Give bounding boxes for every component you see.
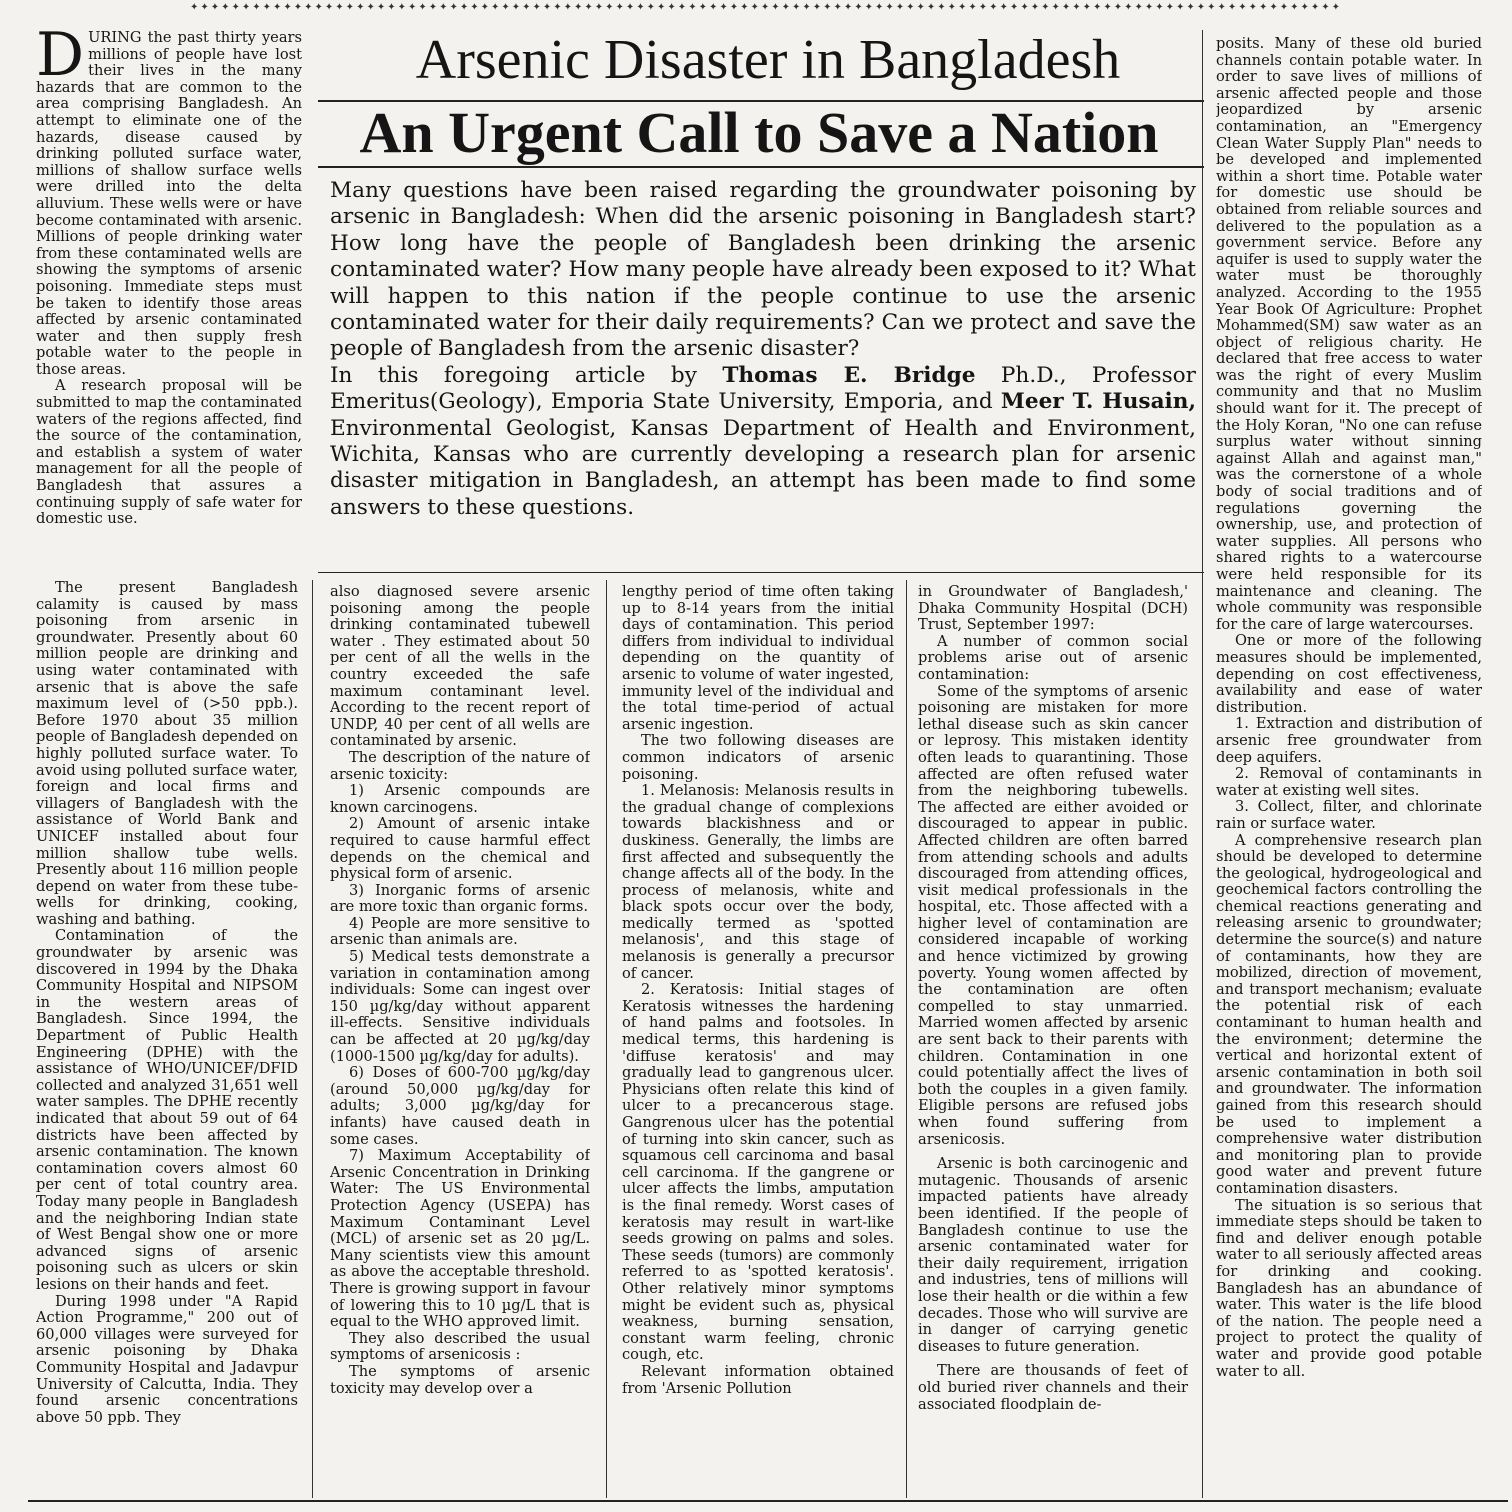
paragraph: They also described the usual symptoms of arsenicosis : xyxy=(330,1329,590,1364)
column-divider xyxy=(606,580,607,1498)
paragraph: lengthy period of time often taking up to 8-14 years from the initial days of contamination. This period differs from individual to individual depending on the quantity of arsenic to volume of water ingested, immunity level of the individual and the total time-period of actual arsenic ingestion. xyxy=(622,584,894,733)
paragraph: One or more of the following measures should be implemented, depending on cost effectiveness, availability and ease of water distribution. xyxy=(1216,632,1482,716)
paragraph: Contamination of the groundwater by arsenic was discovered in 1994 by the Dhaka Community Hospital and NIPSOM in the western areas of Bangladesh. Since 1994, the Department of Public Health Engineering (DPHE) with the assistance of WHO/UNICEF/DFID collected and analyzed 31,651 well water samples. The DPHE recently indicated that about 59 out of 64 districts have been affected by arsenic contamination. The known contamination covers almost 60 per cent of total country area. Today many people in Bangladesh and the neighboring Indian state of West Bengal show one or more advanced signs of arsenic poisoning such as ulcers or skin lesions on their hands and feet. xyxy=(36,927,298,1293)
column-2 xyxy=(330,584,590,1496)
paragraph: Relevant information obtained from 'Arsenic Pollution xyxy=(622,1362,894,1397)
paragraph: posits. Many of these old buried channels contain potable water. In order to save lives of millions of arsenic affected people and those jeopardized by arsenic contamination, an "Emergency Clean Water Supply Plan" needs to be developed and implemented within a short time. Potable water for domestic use should be obtained from reliable sources and delivered to the population as a government service. Before any aquifer is used to supply water the water must be thoroughly analyzed. According to the 1955 Year Book Of Agriculture: Prophet Mohammed(SM) saw water as an object of religious charity. He declared that free access to water was the right of every Muslim community and that no Muslim should want for it. The precept of the Holy Koran, "No one can refuse surplus water without sinning against Allah and against man," was the cornerstone of a whole body of social traditions and of regulations governing the ownership, use, and protection of water supplies. All persons who shared rights to a watercourse were held responsible for its maintenance and cleaning. The whole community was responsible for the care of large watercourses. xyxy=(1216,36,1482,633)
paragraph: The symptoms of arsenic toxicity may develop over a xyxy=(330,1362,590,1397)
list-item: 1. Melanosis: Melanosis results in the gradual change of complexions towards blackishness and or duskiness. Generally, the limbs are first affected and subsequently the change affects all of the body. In the process of melanosis, white and black spots occur over the body, medically termed as 'spotted melanosis', and this stage of melanosis is generally a precursor of cancer. xyxy=(622,782,894,982)
intro-block xyxy=(330,178,1196,521)
column-divider xyxy=(312,580,313,1498)
column-3 xyxy=(622,584,894,1496)
paragraph: Some of the symptoms of arsenic poisoning are mistaken for more lethal disease such as skin cancer or leprosy. This mistaken identity often leads to quarantining. Those affected are often refused water from the neighboring tubewells. The affected are either avoided or discouraged to appear in public. Affected children are often barred from attending schools and adults discouraged from attending offices, visit medical professionals in the hospital, etc. Those affected with a higher level of contamination are considered incapable of working and hence victimized by growing poverty. Young women affected by the contamination are often compelled to stay unmarried. Married women affected by arsenic are sent back to their parents with children. Contamination in one could potentially affect the lives of both the couples in a given family. Eligible persons are refused jobs when found suffering from arsenicosis. xyxy=(918,682,1188,1148)
top-strip xyxy=(0,0,1512,14)
list-item: 3) Inorganic forms of arsenic are more toxic than organic forms. xyxy=(330,881,590,916)
lead-paragraph: DURING the past thirty years millions of people have lost their lives in the many hazards that are common to the area comprising Bangladesh. An attempt to eliminate one of the hazards, disease caused by drinking polluted surface water, millions of shallow surface wells were drilled into the delta alluvium. These wells were or have become contaminated with arsenic. Millions of people drinking water from these contaminated wells are showing the symptoms of arsenic poisoning. Immediate steps must be taken to identify those areas affected by arsenic contaminated water and then supply fresh potable water to the people in those areas. xyxy=(36,30,302,378)
list-item: 2. Keratosis: Initial stages of Keratosis witnesses the hardening of hand palms and footsoles. In medical terms, this hardening is 'diffuse keratosis' and may gradually lead to gangrenous ulcer. Physicians often relate this kind of ulcer to a precancerous stage. Gangrenous ulcer has the potential of turning into skin cancer, such as squamous cell carcinoma and basal cell carcinoma. If the gangrene or ulcer affects the limbs, amputation is the final remedy. Worst cases of keratosis may result in wart-like seeds growing on palms and soles. These seeds (tumors) are commonly referred to as 'spotted keratosis'. Other relatively minor symptoms might be evident such as, physical weakness, burning sensation, constant warm feeling, chronic cough, etc. xyxy=(622,981,894,1364)
list-item: 4) People are more sensitive to arsenic than animals are. xyxy=(330,914,590,949)
paragraph: also diagnosed severe arsenic poisoning among the people drinking contaminated tubewell water . They estimated about 50 per cent of all the wells in the country exceeded the safe maximum contaminant level. According to the recent report of UNDP, 40 per cent of all wells are contaminated by arsenic. xyxy=(330,584,590,750)
column-5 xyxy=(1216,36,1482,1496)
subheadline-rule xyxy=(318,166,1204,168)
paragraph: Arsenic is both carcinogenic and mutagenic. Thousands of arsenic impacted patients have already been identified. If the people of Bangladesh continue to use the arsenic contaminated water for their daily requirement, irrigation and industries, tens of millions will lose their health or die within a few decades. Those who will survive are in danger of carrying genetic diseases to future generation. xyxy=(918,1155,1188,1355)
list-item: 5) Medical tests demonstrate a variation in contamination among individuals: Some can ingest over 150 µg/kg/day without apparent ill-effects. Sensitive individuals can be affected at 20 µg/kg/day (1000-1500 µg/kg/day for adults). xyxy=(330,948,590,1065)
column-divider xyxy=(906,580,907,1498)
author-1: Thomas E. Bridge xyxy=(722,362,976,388)
list-item: 2) Amount of arsenic intake required to cause harmful effect depends on the chemical and physical form of arsenic. xyxy=(330,815,590,883)
intro-byline: In this foregoing article by Thomas E. Bridge Ph.D., Professor Emeritus(Geology), Emporia State University, Emporia, and Meer T. Husain, Environmental Geologist, Kansas Department of Health and Environment, Wichita, Kansas who are currently developing a research plan for arsenic disaster mitigation in Bangladesh, an attempt has been made to find some answers to these questions. xyxy=(330,362,1196,520)
paragraph: A research proposal will be submitted to map the contaminated waters of the regions affected, find the source of the contamination, and establish a system of water management for all the people of Bangladesh that assures a continuing supply of safe water for domestic use. xyxy=(36,377,302,528)
paragraph: The two following diseases are common indicators of arsenic poisoning. xyxy=(622,732,894,783)
subheadline: An Urgent Call to Save a Nation xyxy=(359,100,1159,165)
headline: Arsenic Disaster in Bangladesh xyxy=(415,29,1121,91)
paragraph: The present Bangladesh calamity is caused by mass poisoning from arsenic in groundwater. Presently about 60 million people are drinking and using water contaminated with arsenic that is above the safe maximum level of (>50 ppb.). Before 1970 about 35 million people of Bangladesh depended on highly polluted surface water. To avoid using polluted surface water, foreign and local firms and villagers of Bangladesh with the assistance of World Bank and UNICEF installed about four million shallow tube wells. Presently about 116 million people depend on water from these tube-wells for drinking, cooking, washing and bathing. xyxy=(36,580,298,928)
top-dotted-border: ✦✦✦✦✦✦✦✦✦✦✦✦✦✦✦✦✦✦✦✦✦✦✦✦✦✦✦✦✦✦✦✦✦✦✦✦✦✦✦✦✦✦✦✦✦✦✦✦✦✦✦✦✦✦✦✦✦✦✦✦✦✦✦✦✦✦✦✦✦✦✦✦✦✦✦✦✦✦✦✦✦✦✦✦✦✦✦✦✦✦✦✦✦✦✦✦✦✦✦✦✦✦✦✦✦✦✦✦✦✦✦ xyxy=(190,2,1343,13)
paragraph: in Groundwater of Bangladesh,' Dhaka Community Hospital (DCH) Trust, September 1997: xyxy=(918,584,1188,634)
paragraph: During 1998 under "A Rapid Action Programme," 200 out of 60,000 villages were surveyed for arsenic poisoning by Dhaka Community Hospital and Jadavpur University of Calcutta, India. They found arsenic concentrations above 50 ppb. They xyxy=(36,1292,298,1426)
bottom-rule xyxy=(28,1500,1508,1502)
paragraph: The description of the nature of arsenic toxicity: xyxy=(330,748,590,783)
paragraph: There are thousands of feet of old buried river channels and their associated floodplain de- xyxy=(918,1362,1188,1413)
list-item: 7) Maximum Acceptability of Arsenic Concentration in Drinking Water: The US Environmental Protection Agency (USEPA) has Maximum Contaminant Level (MCL) of arsenic set as 20 µg/L. Many scientists view this amount as above the acceptable threshold. There is growing support in favour of lowering this to 10 µg/L that is equal to the WHO approved limit. xyxy=(330,1147,590,1331)
drop-cap: D xyxy=(36,30,85,90)
intro-questions: Many questions have been raised regarding the groundwater poisoning by arsenic in Bangladesh: When did the arsenic poisoning in Bangladesh start? How long have the people of Bangladesh been drinking the arsenic contaminated water? How many people have already been exposed to it? What will happen to this nation if the people continue to use the arsenic contaminated water for their daily requirements? Can we protect and save the people of Bangladesh from the arsenic disaster? xyxy=(330,178,1196,362)
paragraph: A number of common social problems arise out of arsenic contamination: xyxy=(918,632,1188,683)
list-item: 1) Arsenic compounds are known carcinogens. xyxy=(330,782,590,816)
column-1-top xyxy=(36,30,302,580)
author-2: Meer T. Husain, xyxy=(1000,389,1196,415)
intro-bottom-rule xyxy=(318,572,1204,573)
list-item: 3. Collect, filter, and chlorinate rain or surface water. xyxy=(1216,798,1482,832)
list-item: 1. Extraction and distribution of arsenic free groundwater from deep aquifers. xyxy=(1216,715,1482,766)
list-item: 6) Doses of 600-700 µg/kg/day (around 50,000 µg/kg/day for adults; 3,000 µg/kg/day for infants) have caused death in some cases. xyxy=(330,1064,590,1148)
column-divider xyxy=(1202,30,1203,1498)
list-item: 2. Removal of contaminants in water at existing well sites. xyxy=(1216,765,1482,799)
column-1-bottom xyxy=(36,580,298,1496)
paragraph: A comprehensive research plan should be developed to determine the geological, hydrogeological and geochemical factors controlling the chemical reactions generating and releasing arsenic to groundwater; determine the source(s) and nature of contaminants, how they are mobilized, direction of movement, and transport mechanism; evaluate the potential risk of each contaminant to human health and the environment; determine the vertical and horizontal extent of arsenic contamination in both soil and groundwater. The information gained from this research should be used to implement a comprehensive water distribution and monitoring plan to provide good water and prevent future contamination disasters. xyxy=(1216,831,1482,1197)
paragraph: The situation is so serious that immediate steps should be taken to find and deliver enough potable water to all seriously affected areas for drinking and cooking. Bangladesh has an abundance of water. This water is the life blood of the nation. The people need a project to protect the quality of water and provide good potable water to all. xyxy=(1216,1196,1482,1380)
column-4 xyxy=(918,584,1188,1496)
